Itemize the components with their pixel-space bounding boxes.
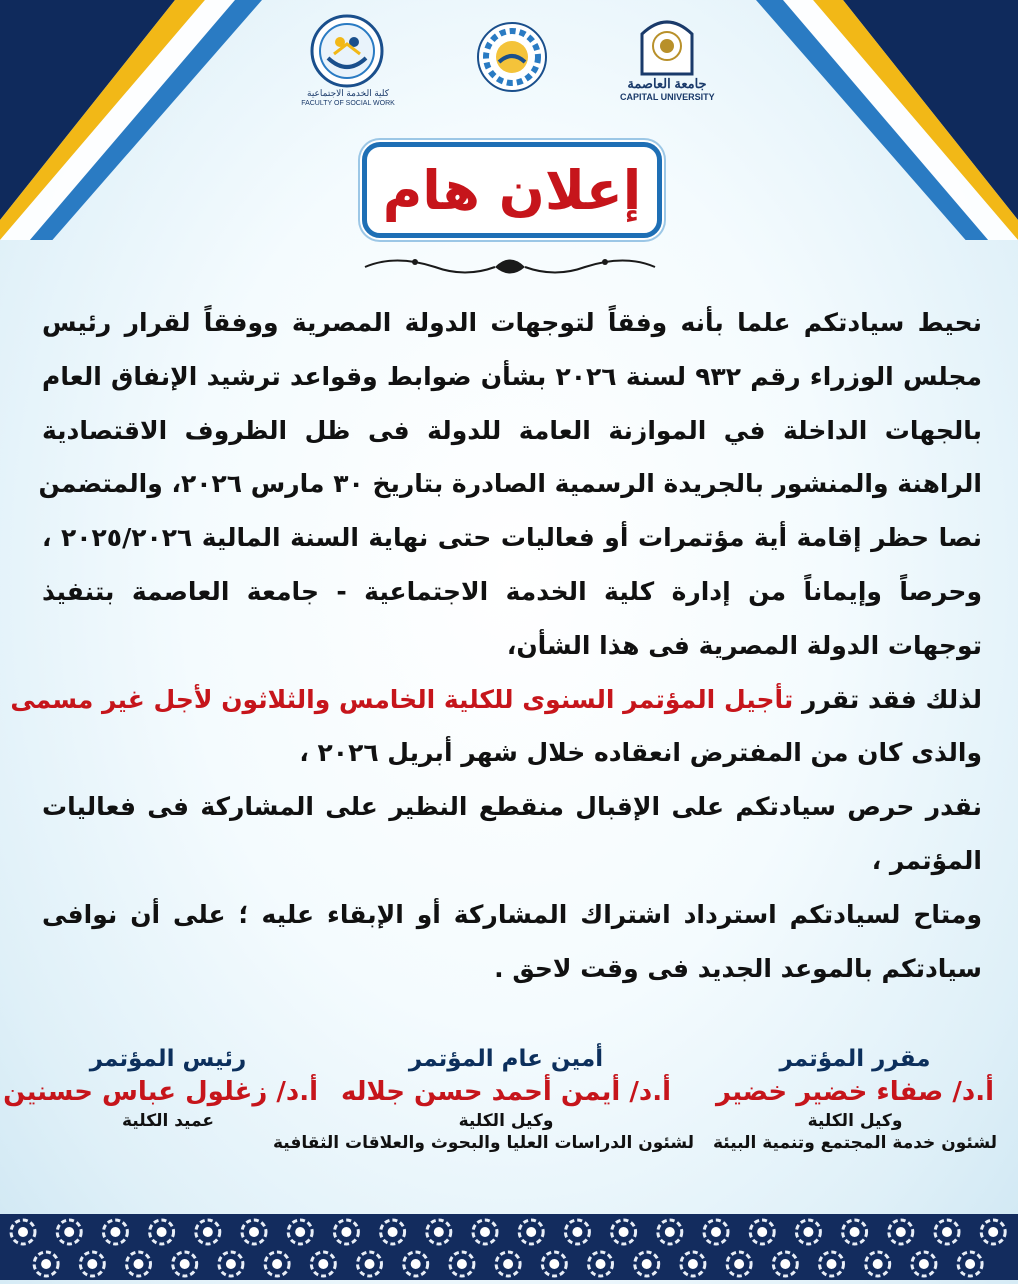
footer-mark — [565, 1220, 589, 1244]
body-line: المؤتمر ، — [871, 845, 982, 875]
footer-mark — [796, 1220, 820, 1244]
decision-highlight: تأجيل المؤتمر السنوى للكلية الخامس والثلاثون لأجل غير مسمى — [10, 684, 794, 714]
footer-mark — [219, 1252, 243, 1276]
ornament-divider — [355, 254, 665, 280]
signature-position: عميد الكلية — [122, 1111, 214, 1131]
footer-mark — [358, 1252, 382, 1276]
footer-mark — [103, 1220, 127, 1244]
footer-mark — [958, 1252, 982, 1276]
signature-president — [3, 1044, 318, 1132]
body-line: نصا حظر إقامة أية مؤتمرات أو فعاليات حتى نهاية السنة المالية ٢٠٢٥/٢٠٢٦ ، — [42, 523, 982, 553]
footer-mark — [820, 1252, 844, 1276]
footer-mark — [404, 1252, 428, 1276]
signature-role: رئيس المؤتمر — [89, 1046, 247, 1072]
title-frame — [362, 142, 662, 238]
body-line: توجهات الدولة المصرية فى هذا الشأن، — [506, 630, 982, 660]
footer-mark — [727, 1252, 751, 1276]
footer-mark — [473, 1220, 497, 1244]
header-logos — [290, 14, 715, 114]
footer-mark — [196, 1220, 220, 1244]
footer-mark — [311, 1252, 335, 1276]
footer-mark — [773, 1252, 797, 1276]
signature-rapporteur — [710, 1044, 1000, 1154]
footer-mark — [173, 1252, 197, 1276]
signature-position: لشئون خدمة المجتمع وتنمية البيئة — [712, 1133, 998, 1153]
footer-mark — [589, 1252, 613, 1276]
announcement-body — [10, 296, 982, 995]
faculty-social-work-logo — [310, 14, 384, 88]
body-line: وحرصاً وإيماناً من إدارة كلية الخدمة الاجتماعية - جامعة العاصمة بتنفيذ — [42, 576, 982, 606]
footer-mark — [542, 1252, 566, 1276]
footer-mark — [935, 1220, 959, 1244]
footer-mark — [11, 1220, 35, 1244]
signature-position: لشئون الدراسات العليا والبحوث والعلاقات الثقافية — [272, 1133, 694, 1153]
footer-mark — [427, 1220, 451, 1244]
footer-mark — [681, 1252, 705, 1276]
signature-position: وكيل الكلية — [807, 1111, 903, 1131]
university-caption-en: CAPITAL UNIVERSITY — [620, 92, 715, 102]
footer-mark — [704, 1220, 728, 1244]
footer-mark — [242, 1220, 266, 1244]
footer-mark — [866, 1252, 890, 1276]
footer-mark — [612, 1220, 636, 1244]
signature-name: أ.د/ أيمن أحمد حسن جلاله — [340, 1077, 672, 1107]
footer-mark — [450, 1252, 474, 1276]
footer-mark — [981, 1220, 1005, 1244]
signature-secretary — [272, 1044, 694, 1154]
body-line: سيادتكم بالموعد الجديد فى وقت لاحق . — [494, 953, 982, 983]
signature-role: مقرر المؤتمر — [779, 1046, 931, 1072]
conference-logo — [475, 20, 549, 94]
signature-position: وكيل الكلية — [458, 1111, 554, 1131]
decision-prefix: لذلك فقد تقرر — [793, 684, 982, 714]
university-caption-ar: جامعة العاصمة — [627, 76, 707, 91]
signature-role: أمين عام المؤتمر — [408, 1046, 604, 1072]
announcement-title: إعلان هام — [382, 158, 642, 222]
footer-mark — [127, 1252, 151, 1276]
footer-mark — [496, 1252, 520, 1276]
capital-university-logo — [638, 14, 696, 76]
body-line: والذى كان من المفترض انعقاده خلال شهر أبريل ٢٠٢٦ ، — [299, 738, 982, 768]
footer-mark — [334, 1220, 358, 1244]
footer-mark — [843, 1220, 867, 1244]
body-line: نحيط سيادتكم علما بأنه وفقاً لتوجهات الدولة المصرية ووفقاً لقرار رئيس — [42, 308, 982, 337]
footer-mark — [635, 1252, 659, 1276]
footer-mark — [34, 1252, 58, 1276]
faculty-caption-ar: كلية الخدمة الاجتماعية — [307, 88, 389, 98]
faculty-caption-en: FACULTY OF SOCIAL WORK — [301, 100, 395, 107]
footer-mark — [288, 1220, 312, 1244]
footer-pattern — [0, 1214, 1018, 1280]
corner-decoration-right — [718, 0, 1018, 240]
footer-mark — [889, 1220, 913, 1244]
signature-name: أ.د/ صفاء خضير خضير — [716, 1077, 994, 1107]
footer-mark — [381, 1220, 405, 1244]
corner-decoration-left — [0, 0, 300, 240]
footer-mark — [519, 1220, 543, 1244]
footer-mark — [912, 1252, 936, 1276]
body-line: مجلس الوزراء رقم ٩٣٢ لسنة ٢٠٢٦ بشأن ضوابط وقواعد ترشيد الإنفاق العام — [42, 361, 982, 391]
footer-mark — [265, 1252, 289, 1276]
footer-logo-pattern — [0, 1214, 1018, 1280]
footer-mark — [57, 1220, 81, 1244]
footer-mark — [80, 1252, 104, 1276]
body-line: ومتاح لسيادتكم استرداد اشتراك المشاركة أو الإبقاء عليه ؛ على أن نوافى — [42, 899, 982, 929]
footer-mark — [750, 1220, 774, 1244]
body-line-decision — [10, 673, 982, 727]
signature-name: أ.د/ زغلول عباس حسنين — [3, 1077, 318, 1107]
footer-mark — [658, 1220, 682, 1244]
body-line: الراهنة والمنشور بالجريدة الرسمية الصادرة بتاريخ ٣٠ مارس ٢٠٢٦، والمتضمن — [38, 469, 982, 499]
body-line: نقدر حرص سيادتكم على الإقبال منقطع النظير على المشاركة فى فعاليات — [42, 792, 982, 822]
footer-mark — [150, 1220, 174, 1244]
body-line: بالجهات الداخلة في الموازنة العامة للدولة فى ظل الظروف الاقتصادية — [42, 415, 982, 445]
